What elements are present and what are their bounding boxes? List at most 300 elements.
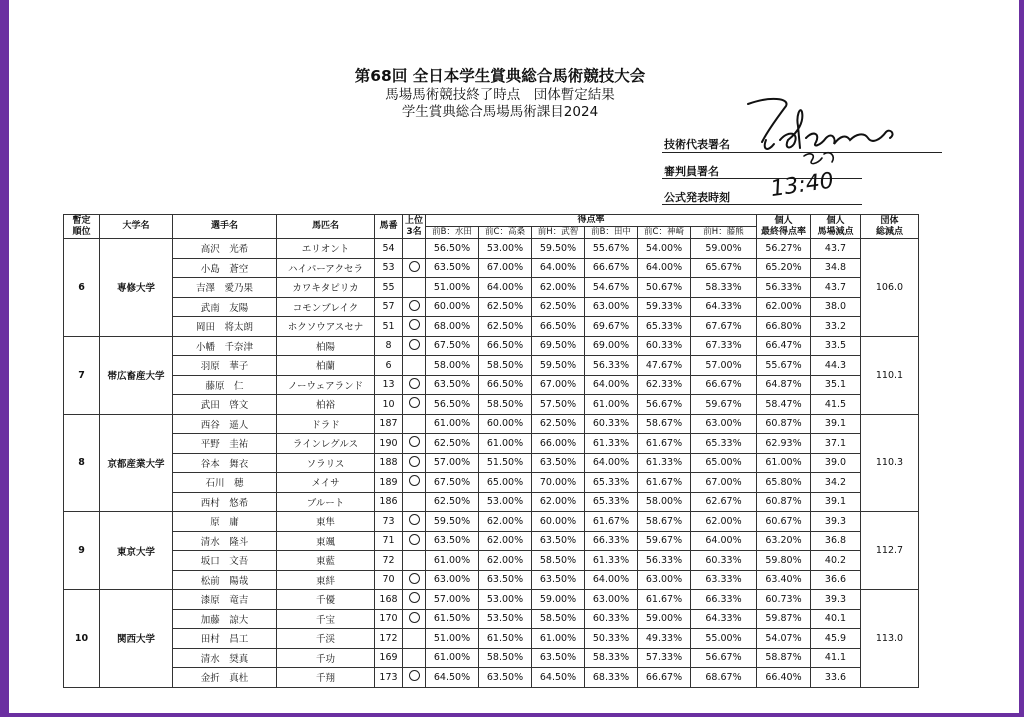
rider-name: 石川 穂 [173,473,277,493]
rider-penalty: 41.1 [811,648,861,668]
rider-name: 岡田 将太朗 [173,317,277,337]
judge-score: 56.50% [426,239,479,259]
table-row [64,278,919,298]
horse-name: 千宝 [277,609,375,629]
judge-score: 66.00% [532,434,585,454]
rider-penalty: 44.3 [811,356,861,376]
final-score: 61.00% [757,453,811,473]
horse-number: 55 [375,278,403,298]
final-score: 60.73% [757,590,811,610]
circle-mark-icon [409,456,420,467]
horse-number: 71 [375,531,403,551]
horse-name: カワキタピリカ [277,278,375,298]
judge-score: 61.67% [638,473,691,493]
judge-score: 64.00% [691,531,757,551]
final-score: 55.67% [757,356,811,376]
judge-score: 66.50% [479,336,532,356]
document-header [300,66,700,121]
table-row [64,590,919,610]
judge-score: 61.67% [638,434,691,454]
horse-number: 186 [375,492,403,512]
table-row [64,453,919,473]
final-score: 60.67% [757,512,811,532]
rider-penalty: 33.2 [811,317,861,337]
top3-cell [403,453,426,473]
circle-mark-icon [409,534,420,545]
judge-score: 62.50% [479,297,532,317]
judge-score: 58.50% [479,648,532,668]
horse-number: 187 [375,414,403,434]
judge-score: 56.33% [585,356,638,376]
judge-label: 審判員署名 [664,165,719,178]
horse-number: 189 [375,473,403,493]
rider-penalty: 33.5 [811,336,861,356]
final-score: 66.47% [757,336,811,356]
judge-score: 66.33% [691,590,757,610]
team-rank: 8 [64,414,100,512]
team-total: 110.1 [861,336,919,414]
rider-penalty: 39.1 [811,492,861,512]
rider-penalty: 36.6 [811,570,861,590]
scan-edge-right [1019,0,1024,717]
judge-score: 65.00% [691,453,757,473]
horse-number: 57 [375,297,403,317]
table-row [64,512,919,532]
judge-score: 63.50% [532,453,585,473]
judge-score: 62.50% [532,414,585,434]
col-judge: 前B：水田 [426,227,479,239]
table-row [64,258,919,278]
judge-score: 63.00% [691,414,757,434]
col-judge: 前H：武智 [532,227,585,239]
judge-score: 47.67% [638,356,691,376]
judge-score: 67.00% [532,375,585,395]
judge-score: 65.33% [585,492,638,512]
final-score: 60.87% [757,492,811,512]
judge-score: 62.00% [479,551,532,571]
judge-score: 56.33% [638,551,691,571]
rider-penalty: 37.1 [811,434,861,454]
judge-score: 64.33% [691,609,757,629]
top3-cell [403,336,426,356]
judge-score: 54.67% [585,278,638,298]
rider-name: 藤原 仁 [173,375,277,395]
judge-score: 61.33% [638,453,691,473]
judge-score: 64.00% [585,570,638,590]
horse-number: 51 [375,317,403,337]
judge-score: 61.00% [532,629,585,649]
horse-name: 東絆 [277,570,375,590]
judge-score: 58.50% [479,395,532,415]
judge-score: 66.67% [691,375,757,395]
rider-name: 谷本 舞衣 [173,453,277,473]
horse-name: ホクソウアスセナ [277,317,375,337]
judge-score: 56.50% [426,395,479,415]
table-row [64,395,919,415]
scan-edge-left [0,0,9,717]
judge-score: 49.33% [638,629,691,649]
judge-score: 67.50% [426,473,479,493]
circle-mark-icon [409,378,420,389]
judge-score: 62.00% [532,278,585,298]
top3-cell [403,258,426,278]
event-name: 学生賞典総合馬場馬術課目2024 [401,104,599,120]
judge-score: 67.00% [479,258,532,278]
rider-name: 加藤 諒大 [173,609,277,629]
circle-mark-icon [409,339,420,350]
final-score: 58.87% [757,648,811,668]
horse-number: 169 [375,648,403,668]
table-row [64,629,919,649]
final-score: 62.93% [757,434,811,454]
judge-score: 61.50% [426,609,479,629]
judge-score: 57.00% [426,590,479,610]
judge-score: 66.50% [532,317,585,337]
final-score: 56.33% [757,278,811,298]
judge-score: 61.33% [585,434,638,454]
circle-mark-icon [409,436,420,447]
rider-name: 清水 隆斗 [173,531,277,551]
team-total: 106.0 [861,239,919,337]
judge-score: 67.00% [691,473,757,493]
col-judge: 前C：神崎 [638,227,691,239]
judge-score: 64.00% [585,375,638,395]
horse-number: 188 [375,453,403,473]
judge-score: 63.00% [585,297,638,317]
table-row [64,492,919,512]
judge-score: 64.00% [585,453,638,473]
table-row [64,239,919,259]
top3-cell [403,531,426,551]
rider-penalty: 43.7 [811,278,861,298]
col-rank: 暫定 順位 [64,215,100,239]
team-total: 112.7 [861,512,919,590]
horse-name: 千功 [277,648,375,668]
table-row [64,356,919,376]
rider-penalty: 39.3 [811,512,861,532]
horse-name: 千渓 [277,629,375,649]
judge-signature-icon [804,153,833,164]
circle-mark-icon [409,670,420,681]
horse-name: ソラリス [277,453,375,473]
top3-cell [403,414,426,434]
judge-score: 60.33% [638,336,691,356]
top3-cell [403,395,426,415]
judge-score: 57.33% [638,648,691,668]
judge-score: 65.33% [585,473,638,493]
judge-score: 58.50% [532,609,585,629]
university-name: 京都産業大学 [100,414,173,512]
final-score: 54.07% [757,629,811,649]
judge-score: 66.50% [479,375,532,395]
top3-cell [403,512,426,532]
horse-number: 8 [375,336,403,356]
circle-mark-icon [409,573,420,584]
judge-score: 61.67% [638,590,691,610]
table-row [64,297,919,317]
judge-score: 61.50% [479,629,532,649]
technical-delegate-signature-icon [748,99,893,149]
judge-score: 62.00% [532,492,585,512]
judge-score: 60.00% [426,297,479,317]
judge-score: 63.50% [426,375,479,395]
final-score: 59.80% [757,551,811,571]
judge-score: 61.00% [585,395,638,415]
rider-name: 松前 陽哉 [173,570,277,590]
judge-score: 59.50% [426,512,479,532]
judge-score: 64.50% [532,668,585,688]
top3-cell [403,609,426,629]
judge-score: 68.00% [426,317,479,337]
handwritten-time: 13:40 [769,168,836,202]
judge-score: 68.67% [691,668,757,688]
table-row [64,473,919,493]
table-row [64,531,919,551]
judge-score: 56.67% [691,648,757,668]
horse-name: 千翔 [277,668,375,688]
table-row [64,375,919,395]
table-row [64,570,919,590]
top3-cell [403,297,426,317]
judge-score: 54.00% [638,239,691,259]
horse-number: 72 [375,551,403,571]
judge-score: 61.00% [479,434,532,454]
judge-score: 60.33% [585,609,638,629]
judge-score: 62.50% [426,492,479,512]
circle-mark-icon [409,319,420,330]
horse-name: 千優 [277,590,375,610]
judge-score: 60.33% [585,414,638,434]
judge-score: 60.00% [532,512,585,532]
table-row [64,668,919,688]
judge-score: 57.00% [691,356,757,376]
judge-score: 58.50% [479,356,532,376]
judge-score: 66.67% [638,668,691,688]
team-rank: 6 [64,239,100,337]
university-name: 帯広畜産大学 [100,336,173,414]
circle-mark-icon [409,300,420,311]
judge-score: 58.67% [638,414,691,434]
judge-score: 53.00% [479,590,532,610]
team-rank: 7 [64,336,100,414]
judge-score: 64.50% [426,668,479,688]
handwritten-signatures [740,92,960,202]
judge-score: 59.50% [532,356,585,376]
official-time-label: 公式発表時刻 [664,191,730,204]
top3-cell [403,239,426,259]
horse-name: ブルート [277,492,375,512]
rider-name: 清水 奨真 [173,648,277,668]
circle-mark-icon [409,397,420,408]
rider-penalty: 40.1 [811,609,861,629]
rider-name: 原 庸 [173,512,277,532]
judge-score: 58.67% [638,512,691,532]
top3-cell [403,356,426,376]
rider-penalty: 41.5 [811,395,861,415]
judge-score: 70.00% [532,473,585,493]
judge-score: 51.50% [479,453,532,473]
judge-score: 53.00% [479,492,532,512]
horse-number: 190 [375,434,403,454]
rider-name: 高沢 光希 [173,239,277,259]
horse-name: 東藍 [277,551,375,571]
official-time-line [662,204,862,205]
col-team-total: 団体 総減点 [861,215,919,239]
judge-score: 62.00% [691,512,757,532]
final-score: 63.40% [757,570,811,590]
judge-score: 68.33% [585,668,638,688]
top3-cell [403,278,426,298]
rider-name: 平野 圭祐 [173,434,277,454]
judge-score: 65.33% [638,317,691,337]
circle-mark-icon [409,514,420,525]
horse-name: エリオント [277,239,375,259]
judge-score: 65.33% [691,434,757,454]
col-top3: 上位 3名 [403,215,426,239]
judge-score: 56.67% [638,395,691,415]
judge-score: 66.33% [585,531,638,551]
horse-name: ドラド [277,414,375,434]
top3-cell [403,629,426,649]
judge-score: 64.00% [479,278,532,298]
judge-score: 57.50% [532,395,585,415]
col-score-group: 得点率 [426,215,757,227]
rider-name: 金折 真杜 [173,668,277,688]
judge-score: 62.50% [479,317,532,337]
rider-name: 西谷 遥人 [173,414,277,434]
rider-penalty: 45.9 [811,629,861,649]
judge-score: 59.67% [691,395,757,415]
rider-penalty: 34.8 [811,258,861,278]
judge-score: 62.50% [426,434,479,454]
judge-score: 64.33% [691,297,757,317]
horse-number: 6 [375,356,403,376]
judge-score: 50.33% [585,629,638,649]
table-row [64,414,919,434]
judge-score: 53.50% [479,609,532,629]
judge-score: 60.33% [691,551,757,571]
judge-score: 58.00% [638,492,691,512]
judge-score: 61.33% [585,551,638,571]
team-total: 110.3 [861,414,919,512]
judge-score: 62.00% [479,531,532,551]
judge-score: 59.00% [691,239,757,259]
judge-score: 64.00% [532,258,585,278]
final-score: 64.87% [757,375,811,395]
judge-score: 66.67% [585,258,638,278]
horse-name: 柏裕 [277,395,375,415]
circle-mark-icon [409,475,420,486]
judge-score: 62.33% [638,375,691,395]
rider-penalty: 33.6 [811,668,861,688]
university-name: 東京大学 [100,512,173,590]
rider-penalty: 35.1 [811,375,861,395]
col-final: 個人 最終得点率 [757,215,811,239]
final-score: 62.00% [757,297,811,317]
top3-cell [403,473,426,493]
judge-score: 67.67% [691,317,757,337]
horse-name: ハイパーアクセラ [277,258,375,278]
judge-score: 63.50% [532,531,585,551]
judge-score: 69.67% [585,317,638,337]
horse-name: ラインレグルス [277,434,375,454]
horse-name: 東颯 [277,531,375,551]
final-score: 66.40% [757,668,811,688]
judge-score: 58.33% [691,278,757,298]
top3-cell [403,668,426,688]
judge-score: 63.50% [479,668,532,688]
judge-score: 67.33% [691,336,757,356]
judge-score: 63.50% [426,531,479,551]
col-university: 大学名 [100,215,173,239]
final-score: 65.80% [757,473,811,493]
circle-mark-icon [409,612,420,623]
rider-name: 羽原 華子 [173,356,277,376]
top3-cell [403,492,426,512]
judge-score: 64.00% [638,258,691,278]
table-row [64,434,919,454]
final-score: 63.20% [757,531,811,551]
rider-penalty: 40.2 [811,551,861,571]
top3-cell [403,570,426,590]
table-row [64,609,919,629]
results-table [63,214,919,688]
rider-name: 吉澤 愛乃果 [173,278,277,298]
horse-number: 173 [375,668,403,688]
horse-number: 168 [375,590,403,610]
rider-penalty: 38.0 [811,297,861,317]
judge-score: 62.50% [532,297,585,317]
judge-score: 63.50% [532,570,585,590]
final-score: 66.80% [757,317,811,337]
judge-score: 59.50% [532,239,585,259]
col-horse: 馬匹名 [277,215,375,239]
circle-mark-icon [409,261,420,272]
horse-name: メイサ [277,473,375,493]
horse-name: コモンブレイク [277,297,375,317]
top3-cell [403,648,426,668]
judge-score: 61.00% [426,648,479,668]
final-score: 59.87% [757,609,811,629]
horse-number: 10 [375,395,403,415]
document-subtitle: 馬場馬術競技終了時点 団体暫定結果 [385,87,615,103]
horse-number: 53 [375,258,403,278]
judge-score: 63.00% [585,590,638,610]
top3-cell [403,551,426,571]
judge-score: 65.67% [691,258,757,278]
team-rank: 10 [64,590,100,688]
table-row [64,648,919,668]
horse-number: 70 [375,570,403,590]
rider-penalty: 39.1 [811,414,861,434]
rider-penalty: 39.0 [811,453,861,473]
judge-score: 59.00% [638,609,691,629]
team-total: 113.0 [861,590,919,688]
col-judge: 前H：藤熊 [691,227,757,239]
judge-score: 63.00% [638,570,691,590]
document-title: 第68回 全日本学生賞典総合馬術競技大会 [354,67,646,85]
university-name: 専修大学 [100,239,173,337]
col-judge: 前B：田中 [585,227,638,239]
horse-name: ノーウェアランド [277,375,375,395]
judge-score: 51.00% [426,629,479,649]
rider-penalty: 43.7 [811,239,861,259]
final-score: 60.87% [757,414,811,434]
judge-score: 51.00% [426,278,479,298]
judge-score: 62.67% [691,492,757,512]
team-rank: 9 [64,512,100,590]
judge-score: 58.33% [585,648,638,668]
